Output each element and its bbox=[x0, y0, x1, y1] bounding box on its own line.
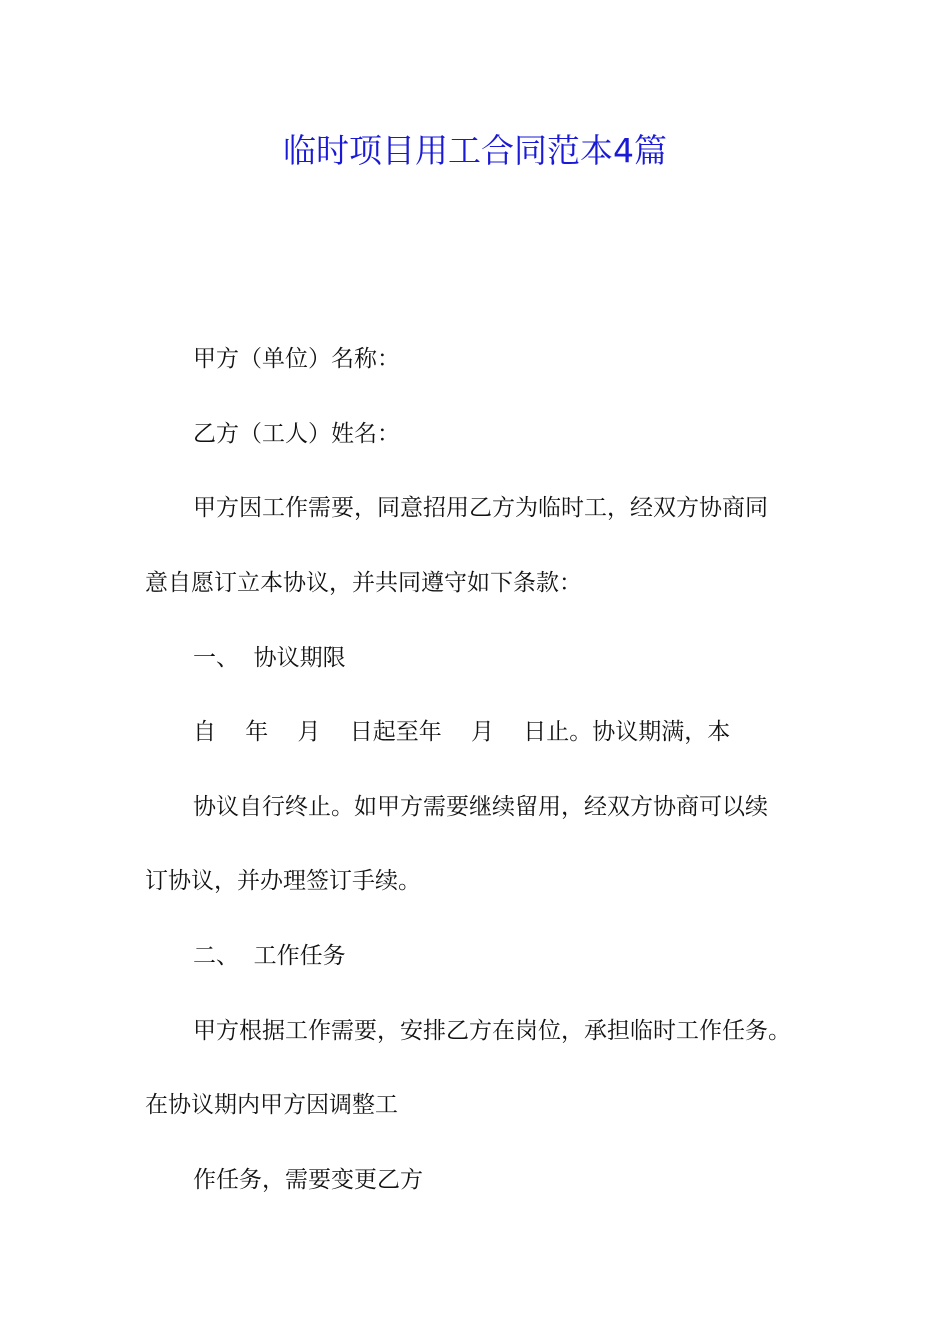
party-b-name-line: 乙方（工人）姓名： bbox=[193, 421, 400, 447]
tasks-paragraph-line-1: 甲方根据工作需要，安排乙方在岗位，承担临时工作任务。 bbox=[193, 1018, 791, 1044]
intro-paragraph-line-2: 意自愿订立本协议，并共同遵守如下条款： bbox=[145, 570, 582, 596]
term-paragraph-line-3: 订协议，并办理签订手续。 bbox=[145, 868, 421, 894]
term-paragraph-line-2: 协议自行终止。如甲方需要继续留用，经双方协商可以续 bbox=[193, 794, 768, 820]
tasks-paragraph-line-3: 作任务，需要变更乙方 bbox=[193, 1167, 423, 1193]
term-paragraph-line-1: 自 年 月 日起至年 月 日止。协议期满，本 bbox=[193, 719, 731, 745]
section-heading-tasks: 二、 工作任务 bbox=[193, 943, 346, 969]
intro-paragraph-line-1: 甲方因工作需要，同意招用乙方为临时工，经双方协商同 bbox=[193, 495, 768, 521]
tasks-paragraph-line-2: 在协议期内甲方因调整工 bbox=[145, 1092, 398, 1118]
party-a-name-line: 甲方（单位）名称： bbox=[193, 346, 400, 372]
section-heading-term: 一、 协议期限 bbox=[193, 645, 346, 671]
document-title: 临时项目用工合同范本4篇 bbox=[283, 131, 667, 170]
